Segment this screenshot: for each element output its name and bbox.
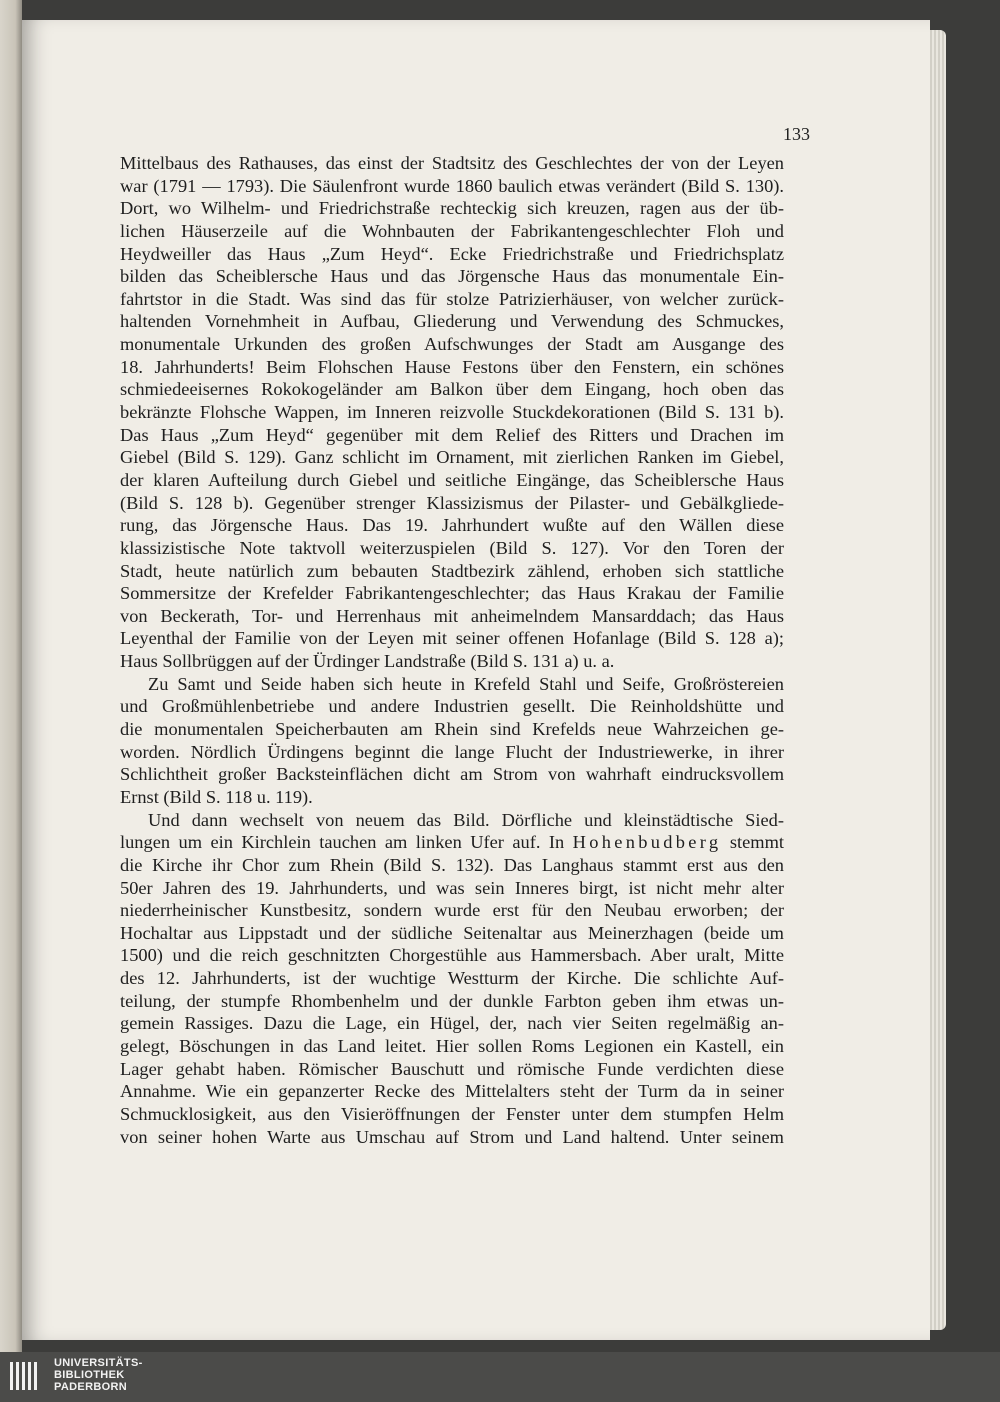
text-line: fahrtstor in die Stadt. Was sind das für stolze Patrizierhäuser, von welcher zurück-: [120, 288, 784, 309]
text-line: monumentale Urkunden des großen Aufschwunges der Stadt am Ausgange des: [120, 334, 784, 355]
text-line: Das Haus „Zum Heyd“ gegenüber mit dem Relief des Ritters und Drachen im: [120, 424, 784, 445]
text-line: von seiner hohen Warte aus Umschau auf Strom und Land haltend. Unter seinem: [120, 1126, 784, 1147]
text-segment: stemmt: [729, 832, 784, 853]
library-name-line: UNIVERSITÄTS-: [54, 1357, 143, 1369]
text-line: Mittelbaus des Rathauses, das einst der Stadtsitz des Geschlechtes der von der Leyen: [120, 153, 784, 173]
text-line: rung, das Jörgensche Haus. Das 19. Jahrhundert wußte auf den Wällen diese: [120, 515, 784, 536]
text-line: Annahme. Wie ein gepanzerter Recke des Mittelalters steht der Turm da in seiner: [120, 1081, 784, 1102]
text-line: des 12. Jahrhunderts, ist der wuchtige Westturm der Kirche. Die schlichte Auf-: [120, 968, 784, 989]
text-line: war (1791 — 1793). Die Säulenfront wurde 1860 baulich etwas verändert (Bild S. 130).: [120, 175, 784, 196]
page-number: 133: [783, 124, 810, 144]
text-segment: lungen um ein Kirchlein tauchen am linken Ufer auf. In: [120, 832, 565, 853]
text-line: Ernst (Bild S. 118 u. 119).: [120, 786, 313, 807]
text-line: gemein Rassiges. Dazu die Lage, ein Hügel, der, nach vier Seiten regelmäßig an-: [120, 1013, 784, 1034]
text-line: (Bild S. 128 b). Gegenüber strenger Klassizismus der Pilaster- und Gebälkgliede-: [120, 492, 784, 513]
text-line: 18. Jahrhunderts! Beim Flohschen Hause Festons über den Fenstern, ein schönes: [120, 356, 784, 377]
spaced-place-name: Hohenbudberg: [572, 832, 722, 853]
text-line: Dort, wo Wilhelm- und Friedrichstraße rechteckig sich kreuzen, ragen aus der üb-: [120, 198, 784, 219]
text-line: lichen Häuserzeile auf die Wohnbauten der Fabrikantengeschlechter Floh und: [120, 220, 784, 241]
text-line: haltenden Vornehmheit in Aufbau, Gliederung und Verwendung des Schmuckes,: [120, 311, 784, 332]
text-line: gelegt, Böschungen in das Land leitet. Hier sollen Roms Legionen ein Kastell, ein: [120, 1035, 784, 1056]
text-line: von Beckerath, Tor- und Herrenhaus mit anheimelndem Mansarddach; das Haus: [120, 605, 784, 626]
text-line: die monumentalen Speicherbauten am Rhein sind Krefelds neue Wahrzeichen ge-: [120, 719, 784, 740]
text-line: teilung, der stumpfe Rhombenhelm und der dunkle Farbton geben ihm etwas un-: [120, 990, 784, 1011]
body-text: [120, 152, 784, 1148]
text-line: schmiedeeisernes Rokokogeländer am Balkon über dem Eingang, hoch oben das: [120, 379, 784, 400]
text-line: Schlichtheit großer Backsteinflächen dicht am Strom von wahrhaft eindrucksvollem: [120, 764, 784, 785]
library-bars-logo-icon: [8, 1356, 46, 1396]
text-line: worden. Nördlich Ürdingens beginnt die lange Flucht der Industriewerke, in ihrer: [120, 741, 784, 762]
text-line: Sommersitze der Krefelder Fabrikantengeschlechter; das Haus Krakau der Familie: [120, 583, 784, 604]
text-line: bekränzte Flohsche Wappen, im Inneren reizvolle Stuckdekorationen (Bild S. 131 b).: [120, 402, 784, 423]
text-line: Giebel (Bild S. 129). Ganz schlicht im Ornament, mit zierlichen Ranken im Giebel,: [120, 447, 784, 468]
text-line: Stadt, heute natürlich zum bebauten Stadtbezirk zählend, erhoben sich stattliche: [120, 560, 784, 581]
text-line: Zu Samt und Seide haben sich heute in Krefeld Stahl und Seife, Großröstereien: [148, 673, 784, 694]
library-name: [54, 1357, 143, 1393]
library-footer-bar: [0, 1352, 1000, 1402]
text-line: bilden das Scheiblersche Haus und das Jörgensche Haus das monumentale Ein-: [120, 266, 784, 287]
text-line: Leyenthal der Familie von der Leyen mit seiner offenen Hofanlage (Bild S. 128 a);: [120, 628, 784, 649]
text-line: Haus Sollbrüggen auf der Ürdinger Landstraße (Bild S. 131 a) u. a.: [120, 651, 615, 672]
text-line: und Großmühlenbetriebe und andere Industrien gesellt. Die Reinholdshütte und: [120, 696, 784, 717]
text-line: Schmucklosigkeit, aus den Visieröffnungen der Fenster unter dem stumpfen Helm: [120, 1103, 784, 1124]
text-line: Und dann wechselt von neuem das Bild. Dörfliche und kleinstädtische Sied-: [148, 809, 784, 830]
text-line: 50er Jahren des 19. Jahrhunderts, und was sein Inneres birgt, ist nicht mehr alter: [120, 877, 784, 898]
library-name-line: PADERBORN: [54, 1381, 128, 1393]
library-name-line: BIBLIOTHEK: [54, 1369, 125, 1381]
text-line: die Kirche ihr Chor zum Rhein (Bild S. 132). Das Langhaus stammt erst aus den: [120, 854, 784, 875]
text-line: Hochaltar aus Lippstadt und der südliche Seitenaltar aus Meinerzhagen (beide um: [120, 922, 784, 943]
text-line: 1500) und die reich geschnitzten Chorgestühle aus Hammersbach. Aber uralt, Mitte: [120, 945, 784, 966]
text-line: der klaren Aufteilung durch Giebel und seitliche Eingänge, das Scheiblersche Haus: [120, 469, 784, 490]
facing-page-edge: [0, 0, 22, 1352]
text-line: Heydweiller das Haus „Zum Heyd“. Ecke Friedrichstraße und Friedrichsplatz: [120, 243, 784, 264]
text-line: Lager gehabt haben. Römischer Bauschutt und römische Funde verdichten diese: [120, 1058, 784, 1079]
text-line: niederrheinischer Kunstbesitz, sondern wurde erst für den Neubau erworben; der: [120, 900, 784, 921]
text-line: klassizistische Note taktvoll weiterzuspielen (Bild S. 127). Vor den Toren der: [120, 537, 784, 558]
text-line-with-spaced-word: [120, 831, 784, 854]
